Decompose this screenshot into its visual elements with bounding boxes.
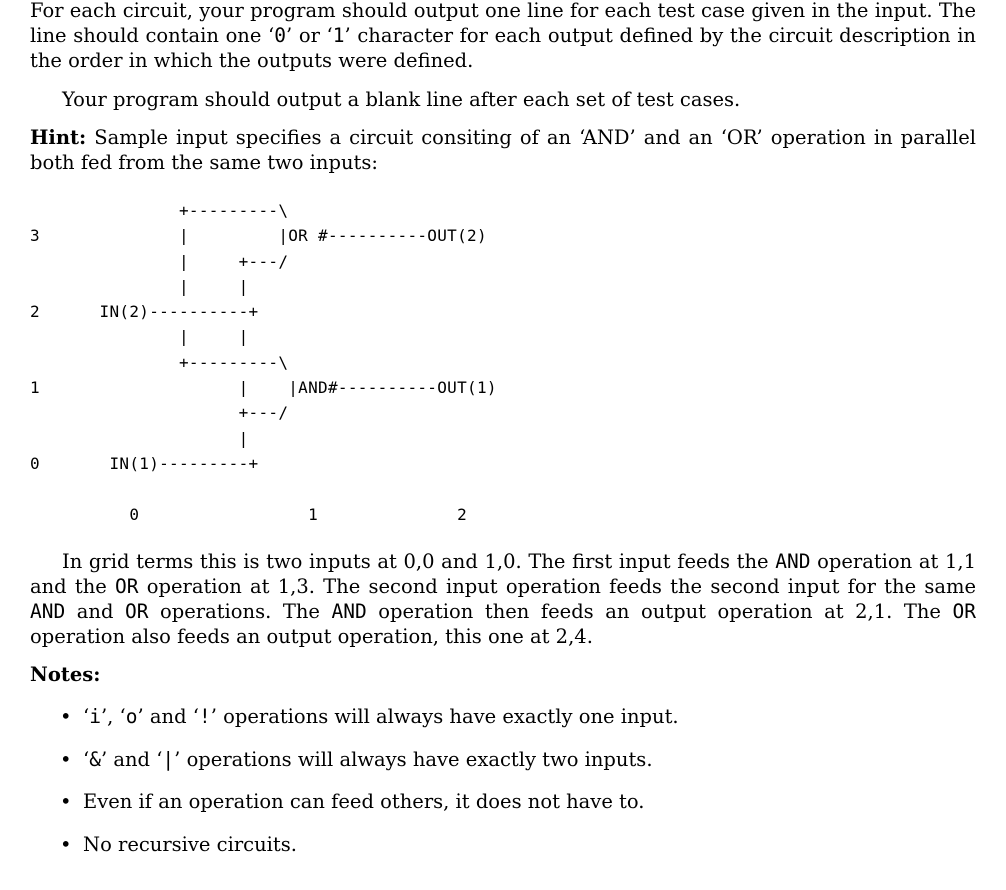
list-item xyxy=(30,703,976,746)
blank-line-paragraph: Your program should output a blank line after each set of test cases. xyxy=(62,88,741,111)
code-char: o xyxy=(125,705,138,728)
list-item xyxy=(30,788,976,831)
text-run: In grid terms this is two inputs at 0,0 and 1,0. The first input feeds the xyxy=(62,550,776,573)
text-run: ’ operations will always have exactly one input. xyxy=(210,705,679,728)
diagram-line: 0 1 2 xyxy=(30,504,468,524)
code-char: 0 xyxy=(274,24,286,47)
code-word: OR xyxy=(115,575,139,598)
text-run: ’ and ‘ xyxy=(100,747,163,771)
circuit-diagram xyxy=(30,198,497,527)
code-word: OR xyxy=(952,600,976,623)
hint-text: Sample input specifies a circuit consiting of an ‘AND’ and an ‘OR’ operation in parallel both fed from the same two inputs: xyxy=(30,126,976,174)
text-run: operation at 1,3. The second input operation feeds the second input for the same xyxy=(138,575,976,598)
text-run: operation also feeds an output operation, this one at 2,4. xyxy=(30,625,593,648)
list-item xyxy=(30,831,976,874)
diagram-line: | | xyxy=(30,327,249,347)
text-run: ’ and ‘ xyxy=(137,705,199,728)
diagram-line: 3 | |OR #----------OUT(2) xyxy=(30,226,487,246)
text-run: ‘ xyxy=(83,747,90,771)
hint-paragraph xyxy=(30,125,976,175)
diagram-line: +---------\ xyxy=(30,352,289,372)
bullet: • xyxy=(60,747,72,771)
text-run: Even if an operation can feed others, it does not have to. xyxy=(83,790,645,813)
code-word: OR xyxy=(124,600,149,623)
code-char: i xyxy=(89,705,101,728)
bullet: • xyxy=(60,705,72,728)
notes-list xyxy=(30,703,976,873)
code-word: AND xyxy=(775,550,811,573)
text-run: operation then feeds an output operation at 2,1. The xyxy=(366,600,953,623)
code-char: ! xyxy=(198,705,211,728)
notes-heading: Notes: xyxy=(30,663,101,686)
diagram-line: 1 | |AND#----------OUT(1) xyxy=(30,378,497,398)
code-char: 1 xyxy=(332,24,345,47)
bullet: • xyxy=(60,832,72,856)
diagram-line: | +---/ xyxy=(30,251,289,271)
text-run: operation at 1,1 and the xyxy=(30,550,976,598)
hint-label: Hint: xyxy=(30,126,87,149)
diagram-line: 0 IN(1)---------+ xyxy=(30,453,259,473)
code-word: AND xyxy=(331,600,367,623)
text-run: ’ character for each output defined by the circuit description in the order in which the outputs were defined. xyxy=(30,24,976,72)
code-char: | xyxy=(162,747,175,771)
text-run: and xyxy=(65,600,125,623)
diagram-line: 2 IN(2)----------+ xyxy=(30,302,259,322)
code-char: & xyxy=(89,747,101,771)
grid-terms-paragraph xyxy=(30,549,976,649)
code-word: AND xyxy=(30,600,66,623)
diagram-line: +---/ xyxy=(30,403,289,423)
text-run: For each circuit, your program should output one line for each test case given in the input. The line should contain one ‘ xyxy=(30,0,976,47)
output-description-paragraph xyxy=(30,0,976,73)
text-run: ’ or ‘ xyxy=(286,24,333,47)
text-run: operations. The xyxy=(148,600,332,623)
text-run: ’ operations will always have exactly two inputs. xyxy=(174,747,653,771)
bullet: • xyxy=(60,790,72,813)
list-item xyxy=(30,746,976,789)
text-run: No recursive circuits. xyxy=(83,832,297,856)
diagram-line: +---------\ xyxy=(30,201,289,220)
diagram-line: | xyxy=(30,428,249,448)
text-run: ‘ xyxy=(83,705,90,728)
text-run: ’, ‘ xyxy=(100,705,126,728)
diagram-line: | | xyxy=(30,276,249,296)
